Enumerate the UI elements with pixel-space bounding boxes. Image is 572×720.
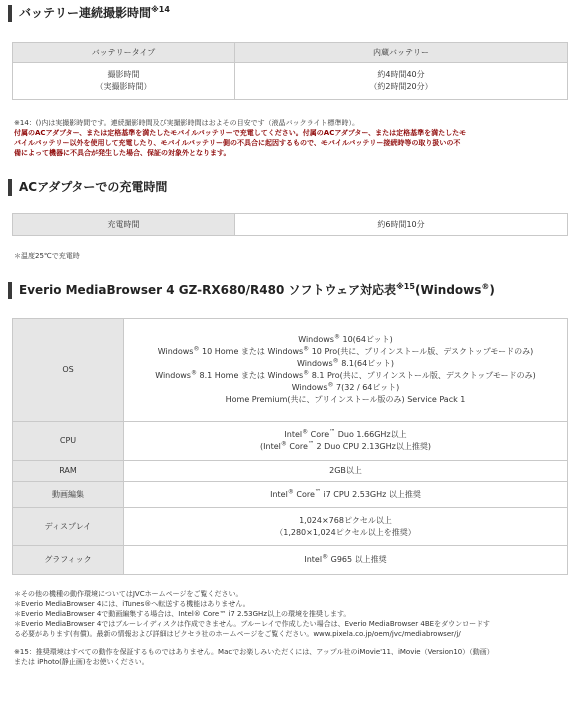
charging-value: 約6時間10分 (235, 214, 568, 236)
os-line-5: Windows® 7(32 / 64ビット) (291, 381, 400, 392)
battery-table (12, 42, 568, 100)
os-value (124, 319, 568, 422)
battery-row-value (235, 63, 568, 100)
battery-note: ※14：()内は実撮影時間です。連続撮影時間及び実撮影時間はおよその目安です（液晶バックライト標準時）。 (14, 119, 359, 127)
software-note-5 (14, 629, 568, 639)
note-15-line-1: ※15：推奨環境はすべての動作を保証するものではありません。Macでお楽しみいただくには、アップル社のiMovie'11、iMovie（Version10）（動画） (14, 648, 494, 656)
battery-row-label (13, 63, 235, 100)
software-note-1: ＊その他の機種の動作環境についてはJVCホームページをご覧ください。 (14, 590, 243, 598)
os-line-4: Windows® 8.1 Home または Windows® 8.1 Pro(共に、プリインストール版、デスクトップモードのみ) (155, 369, 536, 380)
charging-section-title: ACアダプターでの充電時間 (8, 179, 568, 196)
cpu-line-1: Intel® Core™ Duo 1.66GHz以上 (284, 428, 407, 439)
software-table (12, 318, 568, 575)
software-note-5-text: る必要があります(有償)。最新の情報および詳細はピクセラ社のホームページをご覧ください。 (14, 630, 314, 638)
cpu-value (124, 422, 568, 461)
graphic-label: グラフィック (13, 546, 124, 575)
battery-warning-3: 備によって機器に不具合が発生した場合、保証の対象外となります。 (14, 149, 231, 157)
display-line-2: （1,280×1,024ピクセル以上を推奨） (275, 527, 416, 537)
software-section-title (8, 282, 568, 299)
software-note-3: ＊Everio MediaBrowser 4で動画編集する場合は、Intel® Core™ i7 2.53GHz以上の環境を推奨します。 (14, 610, 351, 618)
video-value: Intel® Core™ i7 CPU 2.53GHz 以上推奨 (124, 482, 568, 508)
display-value (124, 508, 568, 546)
battery-header-internal: 内蔵バッテリー (235, 43, 568, 63)
os-line-6: Home Premium(共に、プリインストール版のみ) Service Pack 1 (225, 395, 466, 404)
cpu-label: CPU (13, 422, 124, 461)
display-label: ディスプレイ (13, 508, 124, 546)
software-title-close: ) (489, 283, 495, 297)
note-15-line-2: または iPhoto(静止画)をお使いください。 (14, 658, 149, 666)
software-note-4: ＊Everio MediaBrowser 4ではブルーレイディスクは作成できません。ブルーレイで作成したい場合は、Everio MediaBrowser 4BEをダウンロードす (14, 620, 490, 628)
charging-note: ＊温度25℃で充電時 (14, 252, 80, 260)
software-title-sup: ※15 (396, 282, 415, 291)
charging-label: 充電時間 (13, 214, 235, 236)
software-title-text: Everio MediaBrowser 4 GZ-RX680/R480 ソフトウェア対応表 (19, 283, 397, 297)
battery-value-line2: （約2時間20分） (369, 82, 433, 91)
battery-title-text: バッテリー連続撮影時間 (19, 6, 152, 20)
battery-value-line1: 約4時間40分 (377, 70, 425, 79)
battery-label-line2: （実撮影時間） (95, 82, 152, 91)
software-title-tail: (Windows (414, 283, 482, 297)
cpu-line-2: (Intel® Core™ 2 Duo CPU 2.13GHz以上推奨) (260, 440, 431, 451)
battery-label-line1: 撮影時間 (107, 70, 140, 79)
video-label: 動画編集 (13, 482, 124, 508)
battery-title-sup: ※14 (151, 5, 170, 14)
battery-warning-2: バイルバッテリー以外を使用して充電したり、モバイルバッテリー側の不具合に起因するもので、モバイルバッテリー接続時等の取り扱いの不 (14, 139, 461, 147)
os-line-3: Windows® 8.1(64ビット) (296, 357, 395, 368)
os-line-2: Windows® 10 Home または Windows® 10 Pro(共に、プリインストール版、デスクトップモードのみ) (157, 345, 534, 356)
display-line-1: 1,024×768ピクセル以上 (299, 515, 392, 525)
battery-section-title (8, 5, 568, 22)
os-label: OS (13, 319, 124, 422)
battery-header-type: バッテリータイプ (13, 43, 235, 63)
software-title-reg: ® (481, 282, 490, 291)
charging-table (12, 213, 568, 236)
mediabrowser-link[interactable]: www.pixela.co.jp/oem/jvc/mediabrowser/j/ (313, 630, 461, 638)
graphic-value: Intel® G965 以上推奨 (124, 546, 568, 575)
ram-value: 2GB以上 (124, 461, 568, 482)
battery-warning-1: 付属のACアダプター、または定格基準を満たしたモバイルバッテリーで充電してください。付属のACアダプター、または定格基準を満たしたモ (14, 129, 467, 137)
ram-label: RAM (13, 461, 124, 482)
page (8, 0, 568, 667)
software-note-2: ＊Everio MediaBrowser 4には、iTunes®へ転送する機能はありません。 (14, 600, 250, 608)
os-line-1: Windows® 10(64ビット) (298, 333, 393, 344)
